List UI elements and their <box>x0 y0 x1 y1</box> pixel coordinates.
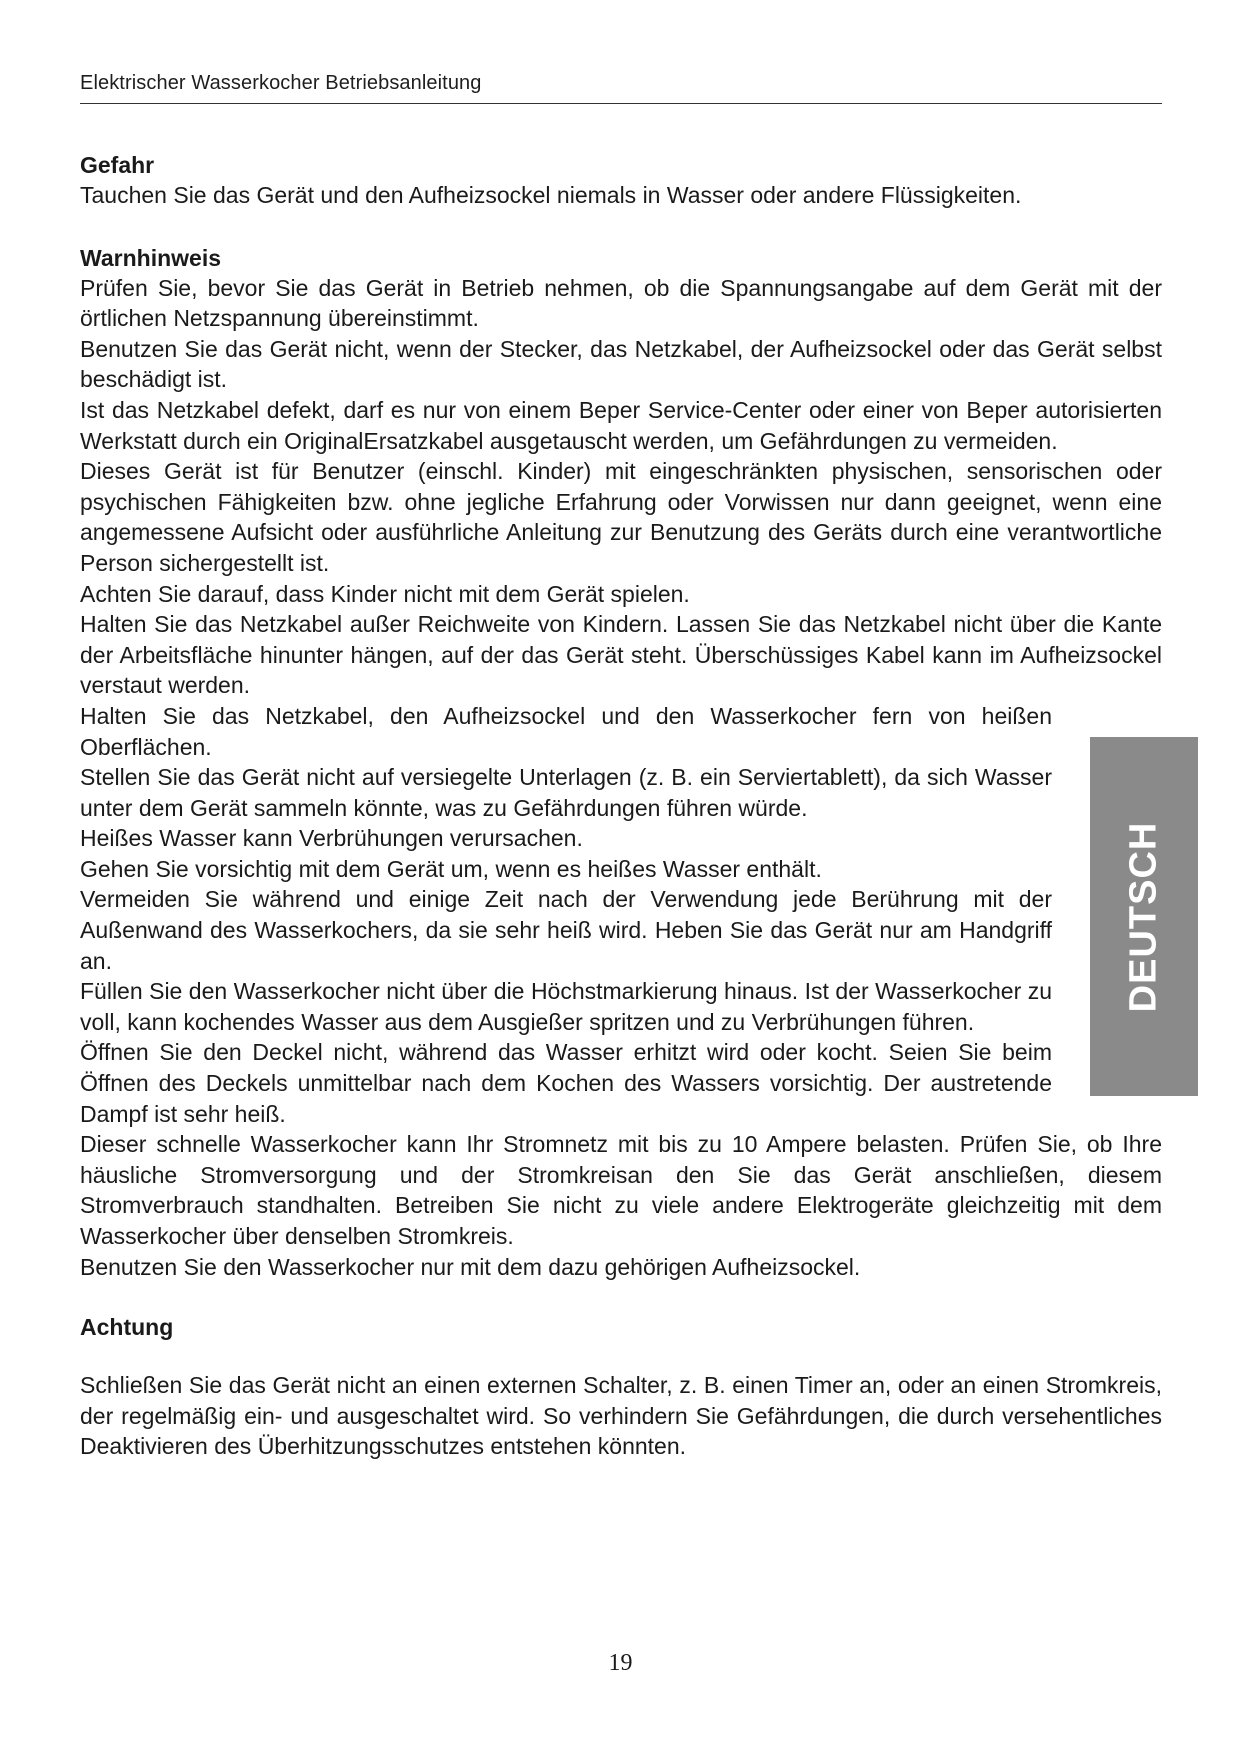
warn-paragraph-14: Dieser schnelle Wasserkocher kann Ihr Stromnetz mit bis zu 10 Ampere belasten. Prüfen Sie, ob Ihre häusliche Stromversorgung und der Stromkreisan den Sie das Gerät anschließen, diesem Stromverbrauch standhalten. Betreiben Sie nicht zu viele andere Elektrogeräte gleichzeitig mit dem Wasserkocher über denselben Stromkreis. <box>80 1131 1162 1249</box>
section-achtung <box>80 1312 1162 1462</box>
warn-paragraph-3: Ist das Netzkabel defekt, darf es nur von einem Beper Service-Center oder einer von Beper autorisierten Werkstatt durch ein OriginalErsatzkabel ausgetauscht werden, um Gefährdungen zu vermeiden. <box>80 396 1162 454</box>
page-number: 19 <box>608 1650 633 1676</box>
warn-paragraph-10: Gehen Sie vorsichtig mit dem Gerät um, wenn es heißes Wasser enthält. <box>80 855 822 882</box>
section-title-gefahr: Gefahr <box>80 152 155 178</box>
section-warnhinweis <box>80 243 1162 1283</box>
warn-paragraph-6: Halten Sie das Netzkabel außer Reichweite von Kindern. Lassen Sie das Netzkabel nicht über die Kante der Arbeitsfläche hinunter hängen, auf der das Gerät steht. Überschüssiges Kabel kann im Aufheizsockel verstaut werden. <box>80 611 1162 699</box>
header-divider <box>80 103 1162 104</box>
warn-paragraph-15: Benutzen Sie den Wasserkocher nur mit dem dazu gehörigen Aufheizsockel. <box>80 1253 861 1280</box>
warn-paragraph-13: Öffnen Sie den Deckel nicht, während das Wasser erhitzt wird oder kocht. Seien Sie beim Öffnen des Deckels unmittelbar nach dem Kochen des Wassers vorsichtig. Der austretende Dampf ist sehr heiß. <box>80 1039 1052 1127</box>
section-title-warnhinweis: Warnhinweis <box>80 244 221 271</box>
running-header: Elektrischer Wasserkocher Betriebsanleitung <box>80 72 482 94</box>
warn-paragraph-8: Stellen Sie das Gerät nicht auf versiegelte Unterlagen (z. B. ein Serviertablett), da sich Wasser unter dem Gerät sammeln könnte, was zu Gefährdungen führen würde. <box>80 764 1052 821</box>
language-tab-label: DEUTSCH <box>1122 821 1165 1013</box>
page-body <box>80 150 1162 1462</box>
warn-paragraph-4: Dieses Gerät ist für Benutzer (einschl. Kinder) mit eingeschränkten physischen, sensorischen oder psychischen Fähigkeiten bzw. ohne jegliche Erfahrung oder Vorwissen nur dann geeignet, wenn eine angemessene Aufsicht oder ausführliche Anleitung zur Benutzung des Geräts durch eine verantwortliche Person sichergestellt ist. <box>80 458 1162 576</box>
section-title-achtung: Achtung <box>80 1314 174 1341</box>
achtung-text: Schließen Sie das Gerät nicht an einen externen Schalter, z. B. einen Timer an, oder an einen Stromkreis, der regelmäßig ein- und ausgeschaltet wird. So verhindern Sie Gefährdungen, die durch versehentliches Deaktivieren des Überhitzungsschutzes entstehen könnten. <box>80 1372 1162 1460</box>
gefahr-text: Tauchen Sie das Gerät und den Aufheizsockel niemals in Wasser oder andere Flüssigkeiten. <box>80 182 1022 208</box>
section-gefahr <box>80 150 1162 211</box>
language-tab <box>1090 737 1198 1096</box>
warn-paragraph-9: Heißes Wasser kann Verbrühungen verursachen. <box>80 825 583 852</box>
warn-paragraph-12: Füllen Sie den Wasserkocher nicht über die Höchstmarkierung hinaus. Ist der Wasserkocher zu voll, kann kochendes Wasser aus dem Ausgießer spritzen und zu Verbrühungen führen. <box>80 978 1052 1035</box>
warn-paragraph-7: Halten Sie das Netzkabel, den Aufheizsockel und den Wasserkocher fern von heißen Oberflächen. <box>80 702 1052 760</box>
warn-paragraph-1: Prüfen Sie, bevor Sie das Gerät in Betrieb nehmen, ob die Spannungsangabe auf dem Gerät mit der örtlichen Netzspannung übereinstimmt. <box>80 274 1162 332</box>
warn-paragraph-11: Vermeiden Sie während und einige Zeit nach der Verwendung jede Berührung mit der Außenwand des Wasserkochers, da sie sehr heiß wird. Heben Sie das Gerät nur am Handgriff an. <box>80 886 1052 974</box>
warn-paragraph-5: Achten Sie darauf, dass Kinder nicht mit dem Gerät spielen. <box>80 580 690 607</box>
warn-paragraph-2: Benutzen Sie das Gerät nicht, wenn der Stecker, das Netzkabel, der Aufheizsockel oder das Gerät selbst beschädigt ist. <box>80 335 1162 393</box>
